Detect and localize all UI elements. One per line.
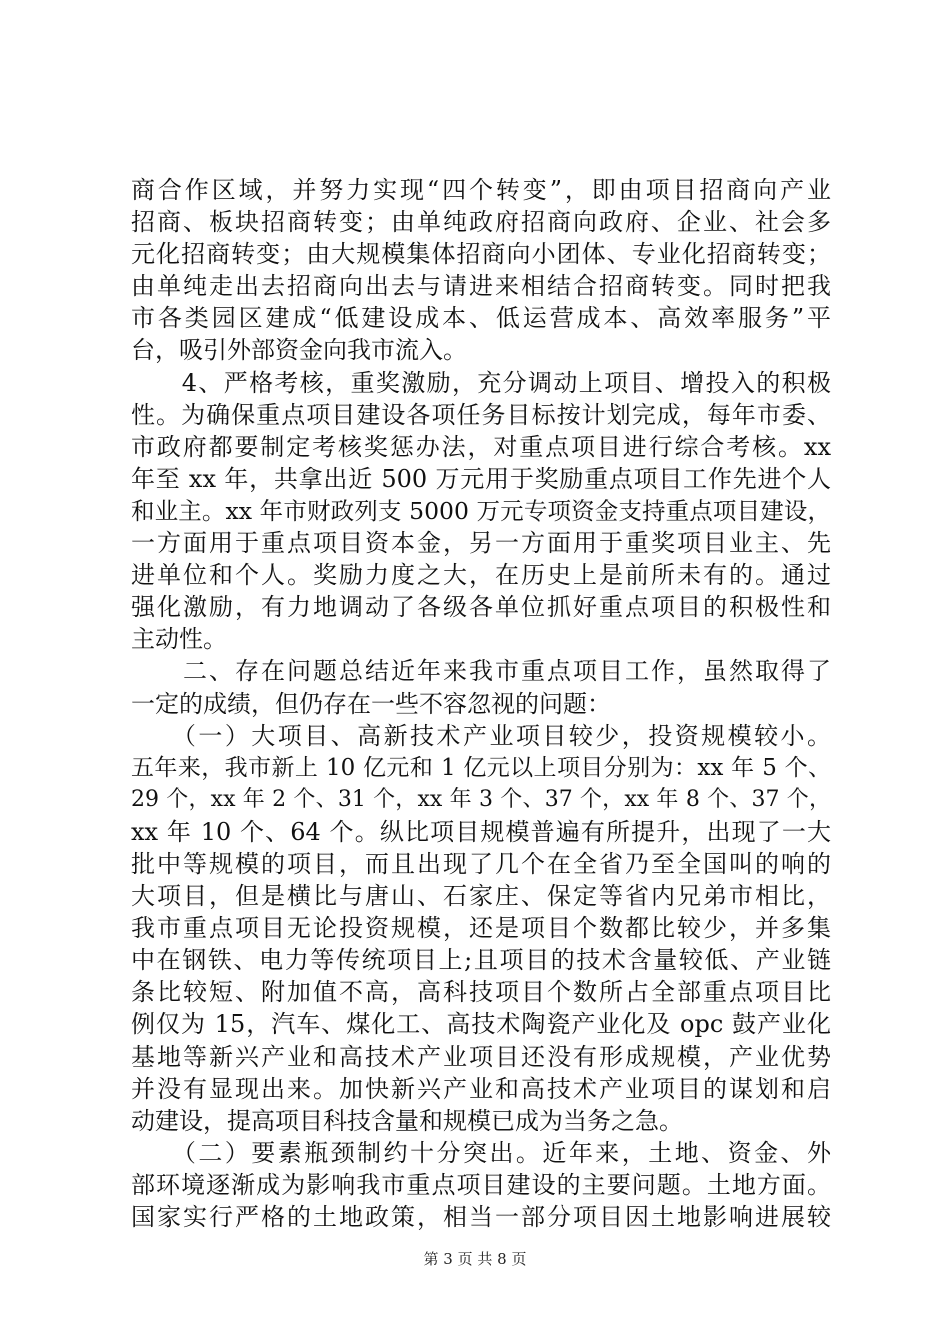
text-line: 中在钢铁、电力等传统项目上;且项目的技术含量较低、产业链 <box>131 946 831 975</box>
text-line: 二、存在问题总结近年来我市重点项目工作，虽然取得了 <box>131 657 831 686</box>
text-line: 市政府都要制定考核奖惩办法，对重点项目进行综合考核。xx <box>131 432 831 461</box>
text-line: 并没有显现出来。加快新兴产业和高技术产业项目的谋划和启 <box>131 1074 831 1103</box>
text-line: 市各类园区建成“低建设成本、低运营成本、高效率服务”平 <box>131 304 831 333</box>
text-line: 国家实行严格的土地政策，相当一部分项目因土地影响进展较 <box>131 1203 831 1231</box>
text-line: 由单纯走出去招商向出去与请进来相结合招商转变。同时把我 <box>131 272 831 301</box>
text-line: 商合作区域，并努力实现“四个转变”，即由项目招商向产业 <box>131 176 831 204</box>
text-line: 元化招商转变；由大规模集体招商向小团体、专业化招商转变； <box>131 240 831 269</box>
text-line: 动建设，提高项目科技含量和规模已成为当务之急。 <box>131 1106 683 1135</box>
text-line: 进单位和个人。奖励力度之大，在历史上是前所未有的。通过 <box>131 561 831 590</box>
text-line: 基地等新兴产业和高技术产业项目还没有形成规模，产业优势 <box>131 1042 831 1071</box>
text-line: 一定的成绩，但仍存在一些不容忽视的问题： <box>131 689 611 718</box>
document-body <box>131 174 831 1233</box>
text-line: 批中等规模的项目，而且出现了几个在全省乃至全国叫的响的 <box>131 849 831 878</box>
text-line: 和业主。xx 年市财政列支 5000 万元专项资金支持重点项目建设， <box>131 496 831 525</box>
text-line: 五年来，我市新上 10 亿元和 1 亿元以上项目分别为：xx 年 5 个、 <box>131 754 831 781</box>
text-line: 招商、板块招商转变；由单纯政府招商向政府、企业、社会多 <box>131 208 831 237</box>
text-line: 强化激励，有力地调动了各级各单位抓好重点项目的积极性和 <box>131 593 831 622</box>
text-line: 例仅为 15，汽车、煤化工、高技术陶瓷产业化及 opc 鼓产业化 <box>131 1010 831 1039</box>
text-line: 主动性。 <box>131 625 227 654</box>
page-footer: 第 3 页 共 8 页 <box>423 1250 527 1268</box>
text-line: 一方面用于重点项目资本金，另一方面用于重奖项目业主、先 <box>131 529 831 558</box>
text-line: 4、严格考核，重奖激励，充分调动上项目、增投入的积极 <box>131 368 831 397</box>
text-line: 大项目，但是横比与唐山、石家庄、保定等省内兄弟市相比， <box>131 882 831 911</box>
text-line: xx 年 10 个、64 个。纵比项目规模普遍有所提升，出现了一大 <box>131 817 831 846</box>
text-line: 部环境逐渐成为影响我市重点项目建设的主要问题。土地方面。 <box>131 1170 831 1199</box>
text-line: 29 个，xx 年 2 个、31 个，xx 年 3 个、37 个，xx 年 8 个、37 个， <box>131 786 831 812</box>
text-line: 条比较短、附加值不高，高科技项目个数所占全部重点项目比 <box>131 978 831 1007</box>
text-line: 性。为确保重点项目建设各项任务目标按计划完成，每年市委、 <box>131 400 831 429</box>
text-line: （一）大项目、高新技术产业项目较少，投资规模较小。 <box>131 721 831 750</box>
text-line: 年至 xx 年，共拿出近 500 万元用于奖励重点项目工作先进个人 <box>131 464 831 493</box>
text-line: 我市重点项目无论投资规模，还是项目个数都比较少，并多集 <box>131 914 831 943</box>
text-line: 台，吸引外部资金向我市流入。 <box>131 336 467 365</box>
text-line: （二）要素瓶颈制约十分突出。近年来，土地、资金、外 <box>131 1138 831 1167</box>
